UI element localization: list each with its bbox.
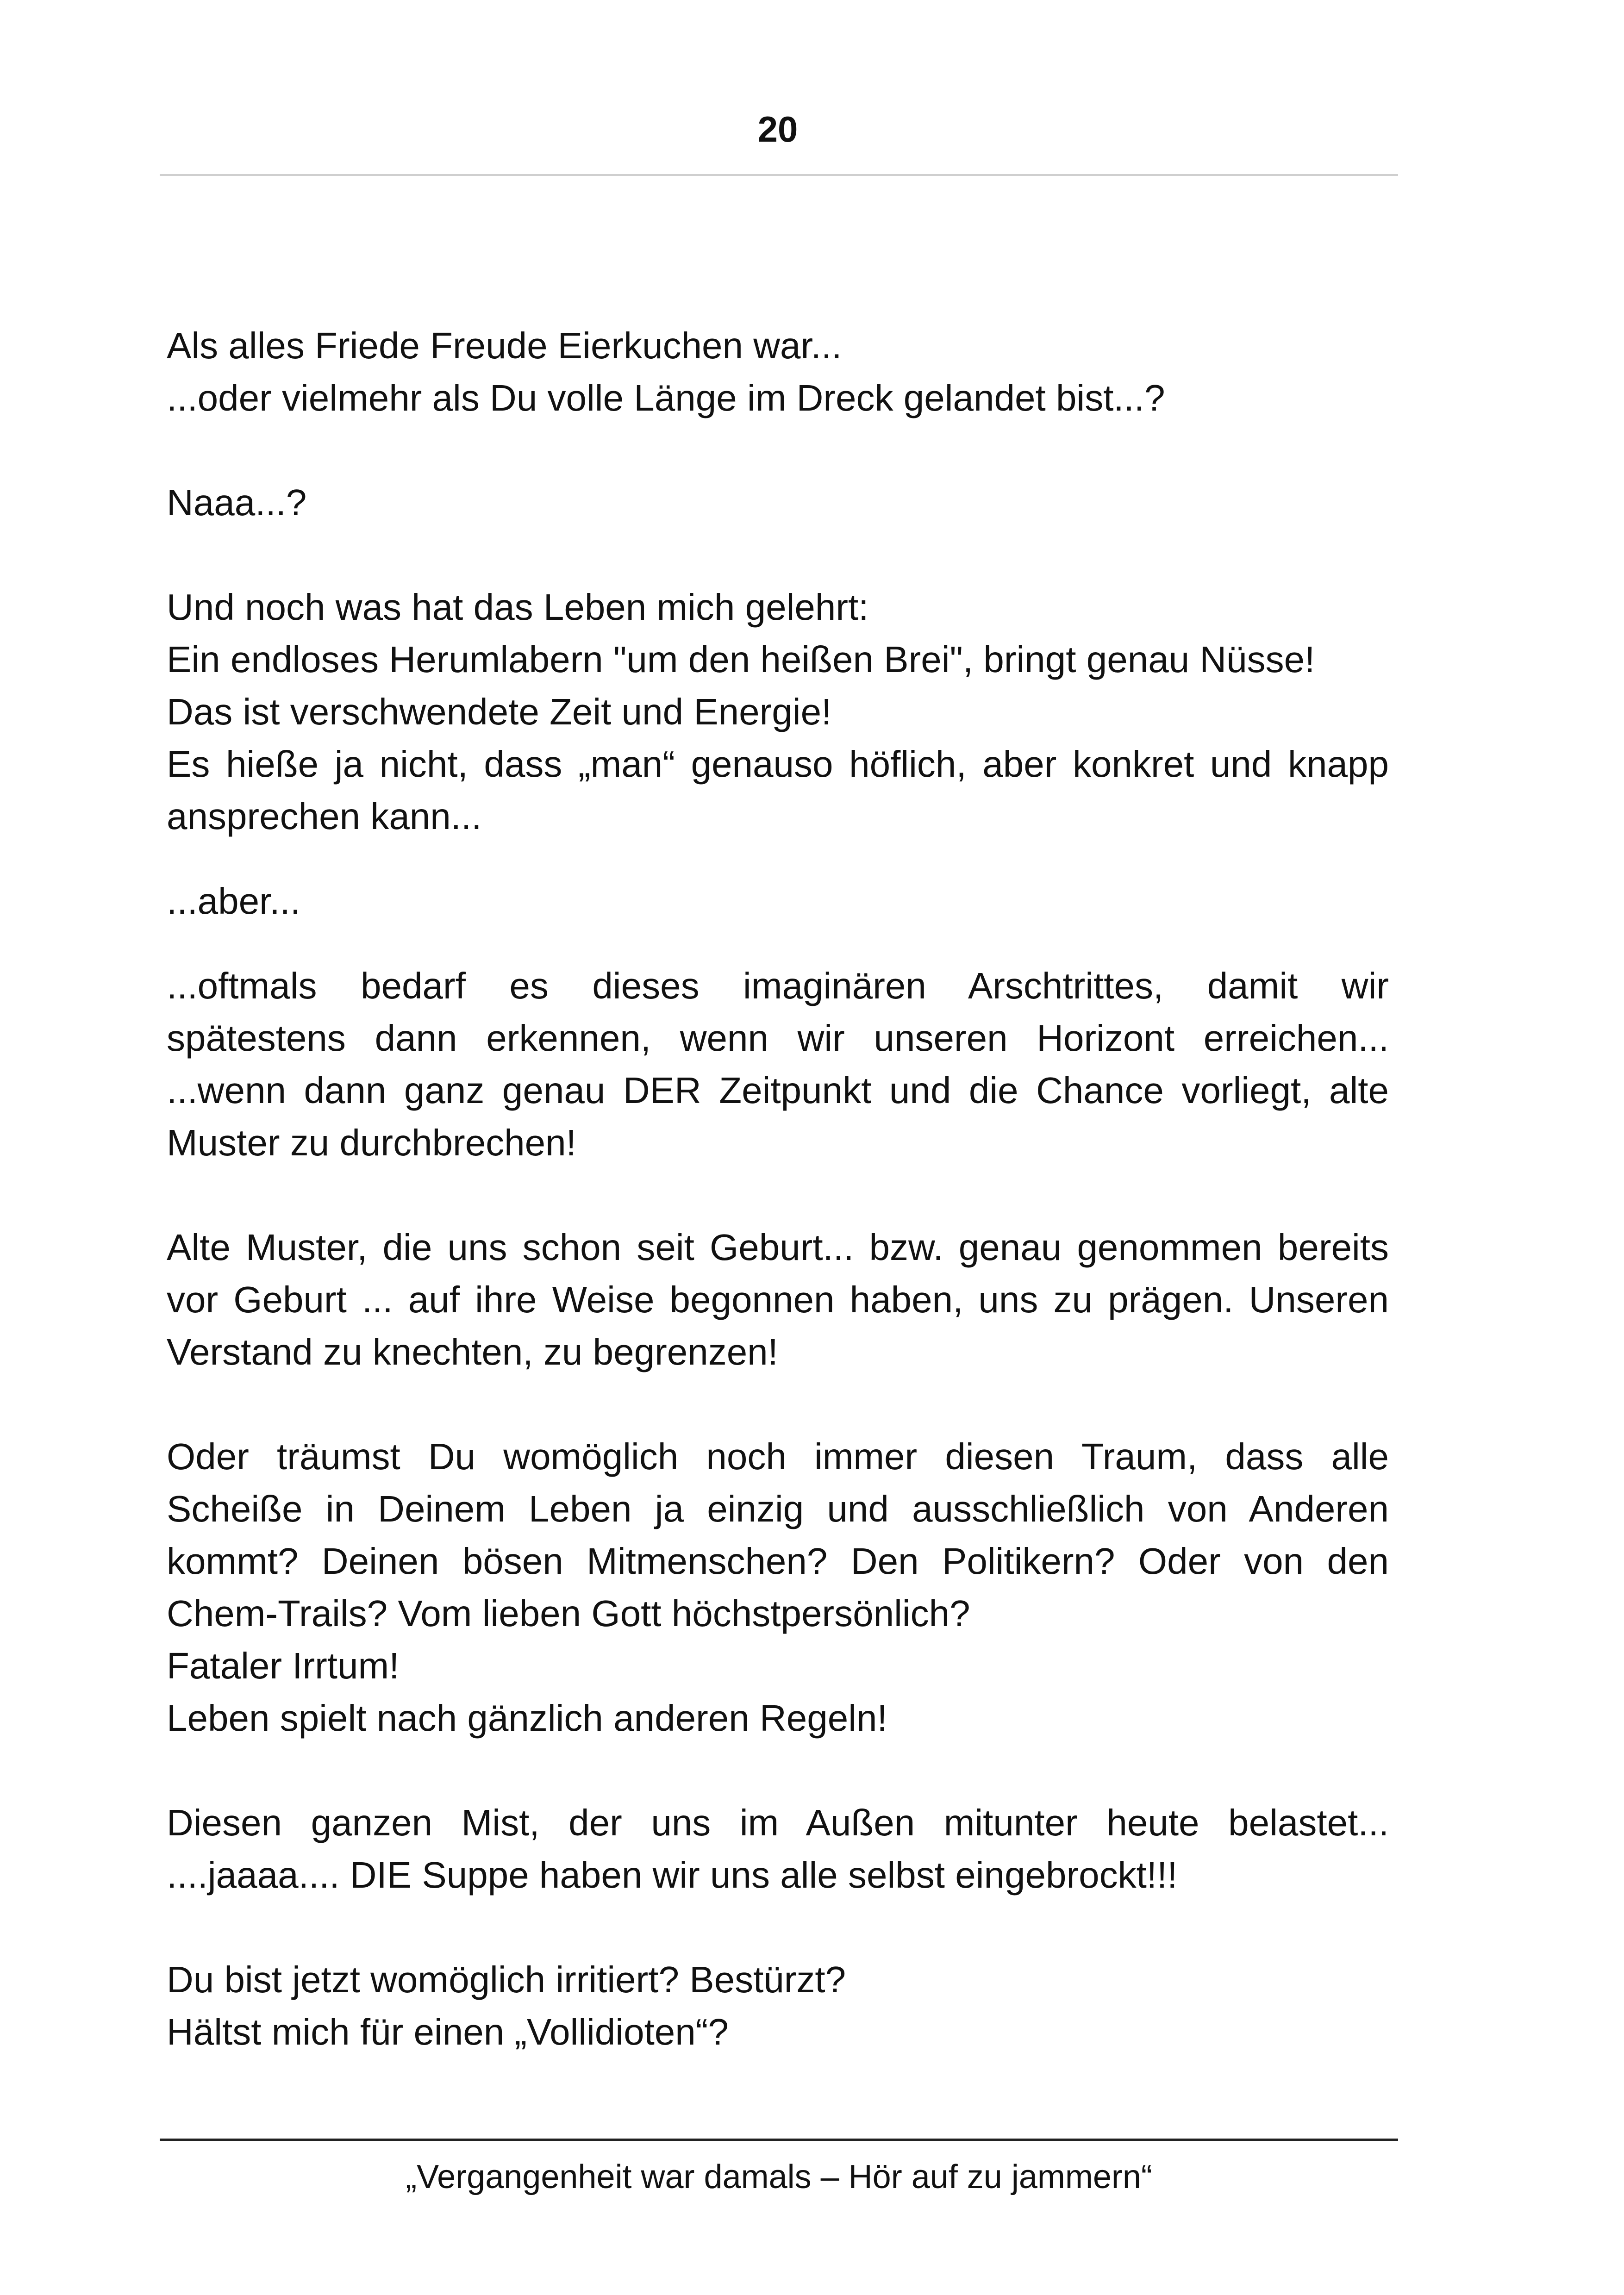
text-line: Verstand zu knechten, zu begrenzen!	[167, 1331, 778, 1372]
page-body	[167, 319, 1389, 2058]
text-line: spätestens dann erkennen, wenn wir unseren Horizont erreichen...	[167, 1017, 1389, 1059]
text-line: ansprechen kann...	[167, 796, 482, 837]
paragraph-gap	[167, 1169, 1389, 1221]
paragraph-gap	[167, 424, 1389, 476]
text-line: Scheiße in Deinem Leben ja einzig und ausschließlich von Anderen	[167, 1488, 1389, 1529]
footer-book-title: „Vergangenheit war damals – Hör auf zu jammern“	[406, 2158, 1152, 2195]
text-line: Und noch was hat das Leben mich gelehrt:	[167, 586, 869, 628]
paragraph-gap	[167, 927, 1389, 960]
header-divider	[160, 174, 1398, 176]
text-line: ...aber...	[167, 880, 301, 922]
text-line: Diesen ganzen Mist, der uns im Außen mitunter heute belastet...	[167, 1802, 1389, 1843]
footer-divider	[160, 2139, 1398, 2141]
text-line: Hältst mich für einen „Vollidioten“?	[167, 2011, 729, 2052]
text-line: Als alles Friede Freude Eierkuchen war...	[167, 325, 842, 366]
text-line: kommt? Deinen bösen Mitmenschen? Den Politikern? Oder von den	[167, 1540, 1389, 1582]
text-line: Naaa...?	[167, 482, 307, 523]
page-number: 20	[757, 109, 798, 150]
paragraph-gap	[167, 1378, 1389, 1430]
text-line: Fataler Irrtum!	[167, 1645, 400, 1686]
paragraph-gap	[167, 529, 1389, 581]
text-line: vor Geburt ... auf ihre Weise begonnen haben, uns zu prägen. Unseren	[167, 1279, 1389, 1320]
text-line: ...oder vielmehr als Du volle Länge im Dreck gelandet bist...?	[167, 377, 1165, 418]
text-line: ....jaaaa.... DIE Suppe haben wir uns alle selbst eingebrockt!!!	[167, 1854, 1178, 1896]
text-line: ...wenn dann ganz genau DER Zeitpunkt und die Chance vorliegt, alte	[167, 1070, 1389, 1111]
text-line: Es hieße ja nicht, dass „man“ genauso höflich, aber konkret und knapp	[167, 743, 1389, 785]
text-line: Du bist jetzt womöglich irritiert? Bestürzt?	[167, 1959, 846, 2000]
text-line: Alte Muster, die uns schon seit Geburt... bzw. genau genommen bereits	[167, 1227, 1389, 1268]
text-line: Leben spielt nach gänzlich anderen Regeln!	[167, 1697, 887, 1739]
paragraph-gap	[167, 1744, 1389, 1796]
text-line: Ein endloses Herumlabern "um den heißen Brei", bringt genau Nüsse!	[167, 639, 1315, 680]
text-line: Das ist verschwendete Zeit und Energie!	[167, 691, 832, 732]
text-line: Oder träumst Du womöglich noch immer diesen Traum, dass alle	[167, 1436, 1389, 1477]
text-line: Chem-Trails? Vom lieben Gott höchstpersönlich?	[167, 1593, 970, 1634]
text-line: Muster zu durchbrechen!	[167, 1122, 576, 1163]
paragraph-gap	[167, 842, 1389, 875]
text-line: ...oftmals bedarf es dieses imaginären Arschtrittes, damit wir	[167, 965, 1389, 1006]
paragraph-gap	[167, 1901, 1389, 1953]
